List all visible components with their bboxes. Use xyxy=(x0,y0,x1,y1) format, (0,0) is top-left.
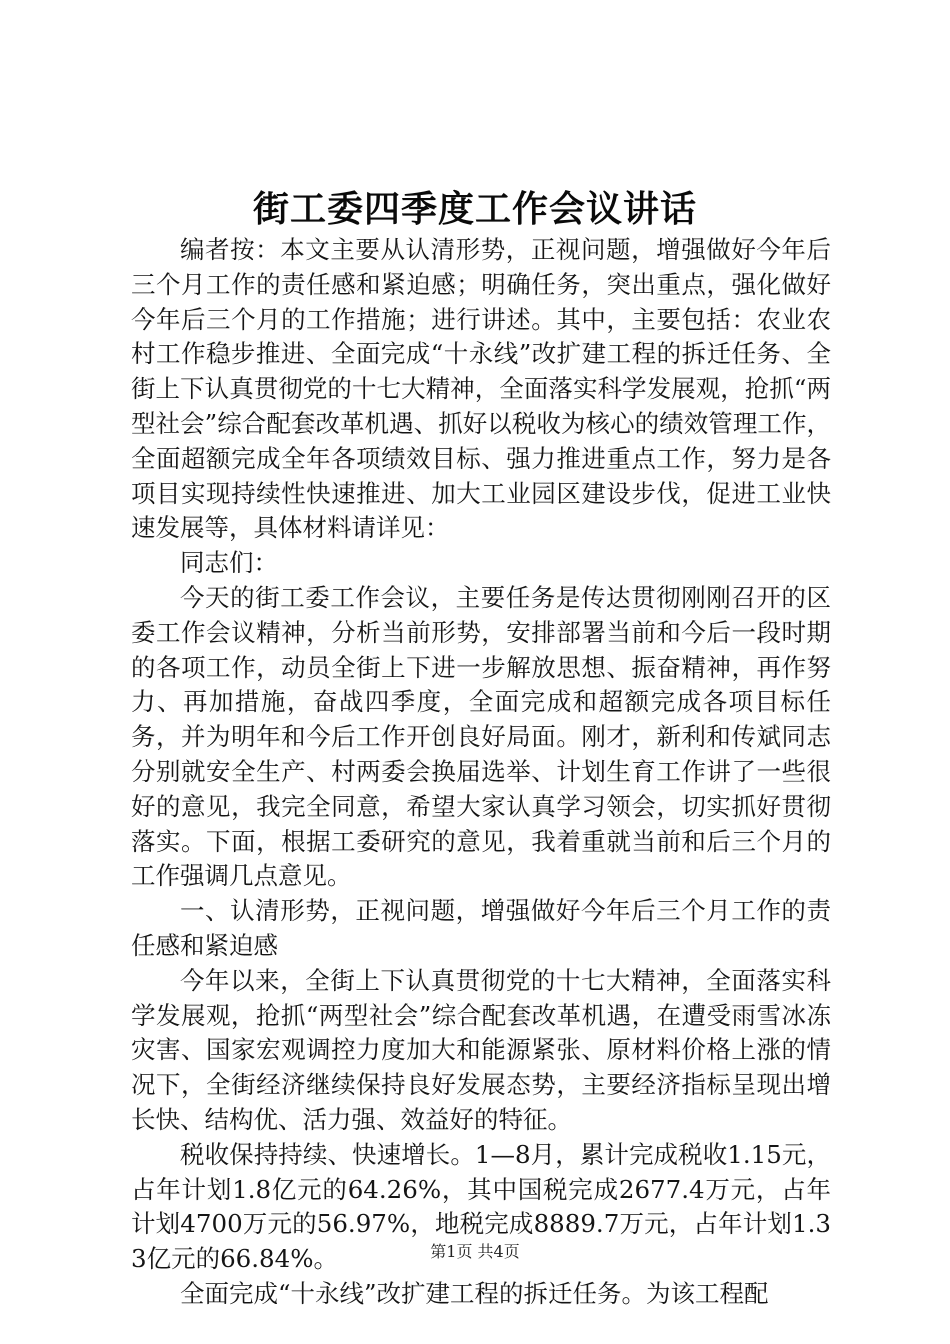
editor-note-paragraph: 编者按：本文主要从认清形势，正视问题，增强做好今年后三个月工作的责任感和紧迫感；明确任务，突出重点，强化做好今年后三个月的工作措施；进行讲述。其中，主要包括：农业农村工作稳步推进、全面完成“十永线”改扩建工程的拆迁任务、全街上下认真贯彻党的十七大精神，全面落实科学发展观，抢抓“两型社会”综合配套改革机遇、抓好以税收为核心的绩效管理工作，全面超额完成全年各项绩效目标、强力推进重点工作，努力是各项目实现持续性快速推进、加大工业园区建设步伐，促进工业快速发展等，具体材料请详见： xyxy=(131,235,831,543)
body-paragraph: 税收保持持续、快速增长。1—8月，累计完成税收1.15元，占年计划1.8亿元的64.26%，其中国税完成2677.4万元，占年计划4700万元的56.97%，地税完成8889.7万元，占年计划1.33亿元的66.84%。 xyxy=(131,1139,831,1274)
page-number-footer: 第1页 共4页 xyxy=(430,1242,520,1261)
body-paragraph: 今天的街工委工作会议，主要任务是传达贯彻刚刚召开的区委工作会议精神，分析当前形势，安排部署当前和今后一段时期的各项工作，动员全街上下进一步解放思想、振奋精神，再作努力、再加措施，奋战四季度，全面完成和超额完成各项目标任务，并为明年和今后工作开创良好局面。刚才，新利和传斌同志分别就安全生产、村两委会换届选举、计划生育工作讲了一些很好的意见，我完全同意，希望大家认真学习领会，切实抓好贯彻落实。下面，根据工委研究的意见，我着重就当前和后三个月的工作强调几点意见。 xyxy=(131,582,831,891)
document-body xyxy=(131,233,831,1312)
body-paragraph: 全面完成“十永线”改扩建工程的拆迁任务。为该工程配 xyxy=(180,1278,769,1308)
section-heading: 一、认清形势，正视问题，增强做好今年后三个月工作的责任感和紧迫感 xyxy=(131,896,831,960)
salutation-paragraph: 同志们： xyxy=(180,548,278,578)
page-title: 街工委四季度工作会议讲话 xyxy=(252,188,697,230)
body-paragraph: 今年以来，全街上下认真贯彻党的十七大精神，全面落实科学发展观，抢抓“两型社会”综合配套改革机遇，在遭受雨雪冰冻灾害、国家宏观调控力度加大和能源紧张、原材料价格上涨的情况下，全街经济继续保持良好发展态势，主要经济指标呈现出增长快、结构优、活力强、效益好的特征。 xyxy=(131,965,831,1134)
